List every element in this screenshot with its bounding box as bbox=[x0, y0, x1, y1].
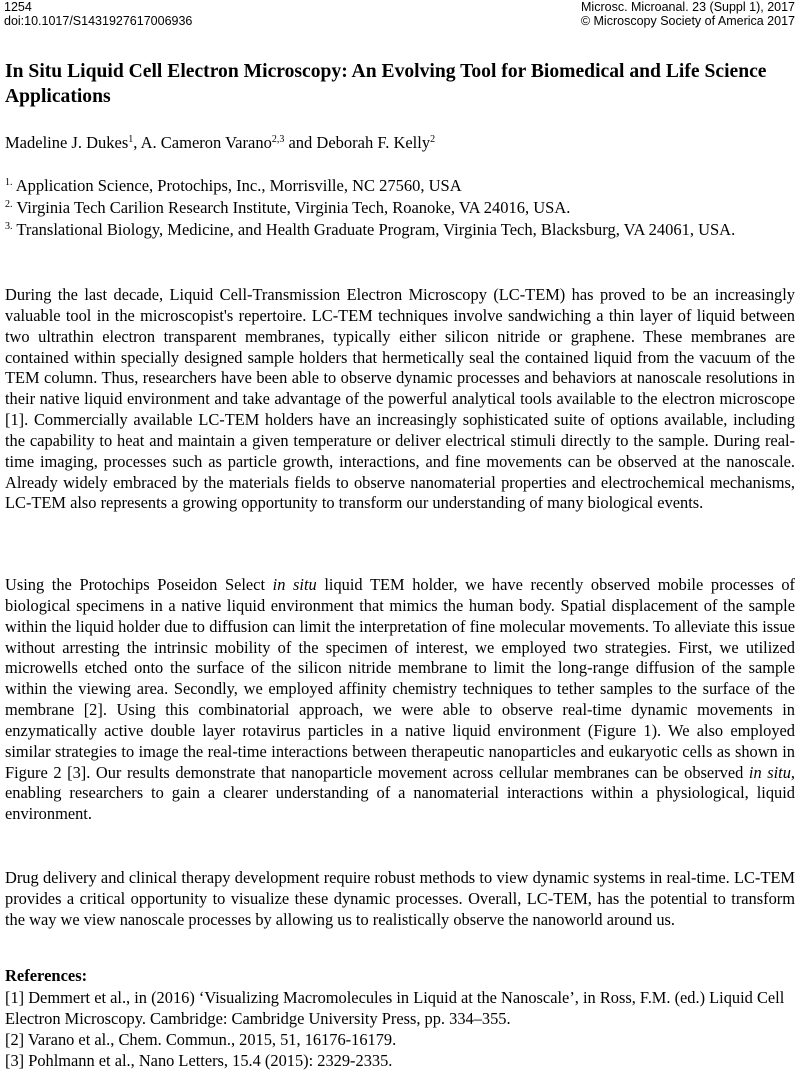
author-list bbox=[5, 133, 435, 153]
paragraph-text: Using the Protochips Poseidon Select bbox=[5, 575, 273, 594]
author-affiliation-mark: 2 bbox=[430, 134, 436, 145]
body-paragraph bbox=[5, 575, 795, 825]
copyright: © Microscopy Society of America 2017 bbox=[580, 14, 795, 28]
paper-title: In Situ Liquid Cell Electron Microscopy: An Evolving Tool for Biomedical and Life Science Applications bbox=[5, 61, 767, 107]
paragraph-text: , enabling researchers to gain a clearer understanding of a nanomaterial interactions within a physiological, liquid environment. bbox=[5, 762, 795, 824]
affiliation bbox=[5, 176, 795, 196]
reference-item: [1] Demmert et al., in (2016) ‘Visualizing Macromolecules in Liquid at the Nanoscale’, in Ross, F.M. (ed.) Liquid Cell Electron Microscopy. Cambridge: Cambridge University Press, pp. 334–355. bbox=[5, 988, 785, 1028]
affiliation bbox=[5, 220, 795, 240]
affiliation-number: 1. bbox=[5, 177, 13, 188]
affiliation bbox=[5, 198, 795, 218]
affiliation-number: 3. bbox=[5, 221, 13, 232]
affiliation-number: 2. bbox=[5, 199, 13, 210]
body-paragraph bbox=[5, 868, 795, 931]
body-paragraph bbox=[5, 285, 795, 514]
affiliation-text: Translational Biology, Medicine, and Health Graduate Program, Virginia Tech, Blacksburg, VA 24061, USA. bbox=[16, 220, 736, 239]
journal-citation: Microsc. Microanal. 23 (Suppl 1), 2017 bbox=[581, 0, 795, 14]
author-separator: , bbox=[133, 133, 141, 152]
author-affiliation-mark: 2,3 bbox=[271, 134, 285, 145]
author-affiliation-mark: 1 bbox=[128, 134, 134, 145]
reference-item: [3] Pohlmann et al., Nano Letters, 15.4 (2015): 2329-2335. bbox=[5, 1051, 393, 1070]
reference-item: [2] Varano et al., Chem. Commun., 2015, 51, 16176-16179. bbox=[5, 1030, 397, 1049]
author-name: A. Cameron Varano bbox=[140, 133, 272, 152]
paragraph-text-italic: in situ bbox=[748, 762, 791, 782]
affiliation-text: Virginia Tech Carilion Research Institute, Virginia Tech, Roanoke, VA 24016, USA. bbox=[16, 198, 571, 217]
paragraph-text: liquid TEM holder, we have recently observed mobile processes of biological specimens in a native liquid environment that mimics the human body. Spatial displacement of the sample within the liquid holder due to diffusion can limit the interpretation of fine molecular movements. To alleviate this issue without arresting the intrinsic mobility of the specimen of interest, we employed two strategies. First, we utilized microwells etched onto the surface of the silicon nitride membrane to limit the long-range diffusion of the sample within the viewing area. Secondly, we employed affinity chemistry techniques to tether samples to the surface of the membrane [2]. Using this combinatorial approach, we were able to observe real-time dynamic movements in enzymatically active double layer rotavirus particles in a native liquid environment (Figure 1). We also employed similar strategies to image the real-time interactions between therapeutic nanoparticles and eukaryotic cells as shown in Figure 2 [3]. Our results demonstrate that nanoparticle movement across cellular membranes can be observed bbox=[5, 575, 795, 782]
paragraph-text: During the last decade, Liquid Cell-Transmission Electron Microscopy (LC-TEM) has proved to be an increasingly valuable tool in the microscopist's repertoire. LC-TEM techniques involve sandwiching a thin layer of liquid between two ultrathin electron transparent membranes, typically either silicon nitride or graphene. These membranes are contained within specially designed sample holders that hermetically seal the contained liquid from the vacuum of the TEM column. Thus, researchers have been able to observe dynamic processes and behaviors at nanoscale resolutions in their native liquid environment and take advantage of the powerful analytical tools available to the electron microscope [1]. Commercially available LC-TEM holders have an increasingly sophisticated suite of options available, including the capability to heat and maintain a given temperature or deliver electrical stimuli directly to the sample. During real-time imaging, processes such as particle growth, interactions, and fine movements can be observed at the nanoscale. Already widely embraced by the materials fields to observe nanomaterial properties and electrochemical mechanisms, LC-TEM also represents a growing opportunity to transform our understanding of many biological events. bbox=[5, 285, 795, 513]
references-heading: References: bbox=[5, 966, 88, 985]
doi: doi:10.1017/S1431927617006936 bbox=[4, 14, 193, 28]
author-name: Madeline J. Dukes bbox=[5, 133, 129, 152]
paragraph-text: Drug delivery and clinical therapy development require robust methods to view dynamic systems in real-time. LC-TEM provides a critical opportunity to visualize these dynamic processes. Overall, LC-TEM, has the potential to transform the way we view nanoscale processes by allowing us to realistically observe the nanoworld around us. bbox=[5, 868, 795, 929]
page-number: 1254 bbox=[4, 0, 32, 14]
paragraph-text-italic: in situ bbox=[272, 575, 317, 594]
author-name: Deborah F. Kelly bbox=[316, 133, 431, 152]
affiliation-text: Application Science, Protochips, Inc., Morrisville, NC 27560, USA bbox=[15, 176, 462, 195]
author-separator: and bbox=[284, 133, 317, 152]
